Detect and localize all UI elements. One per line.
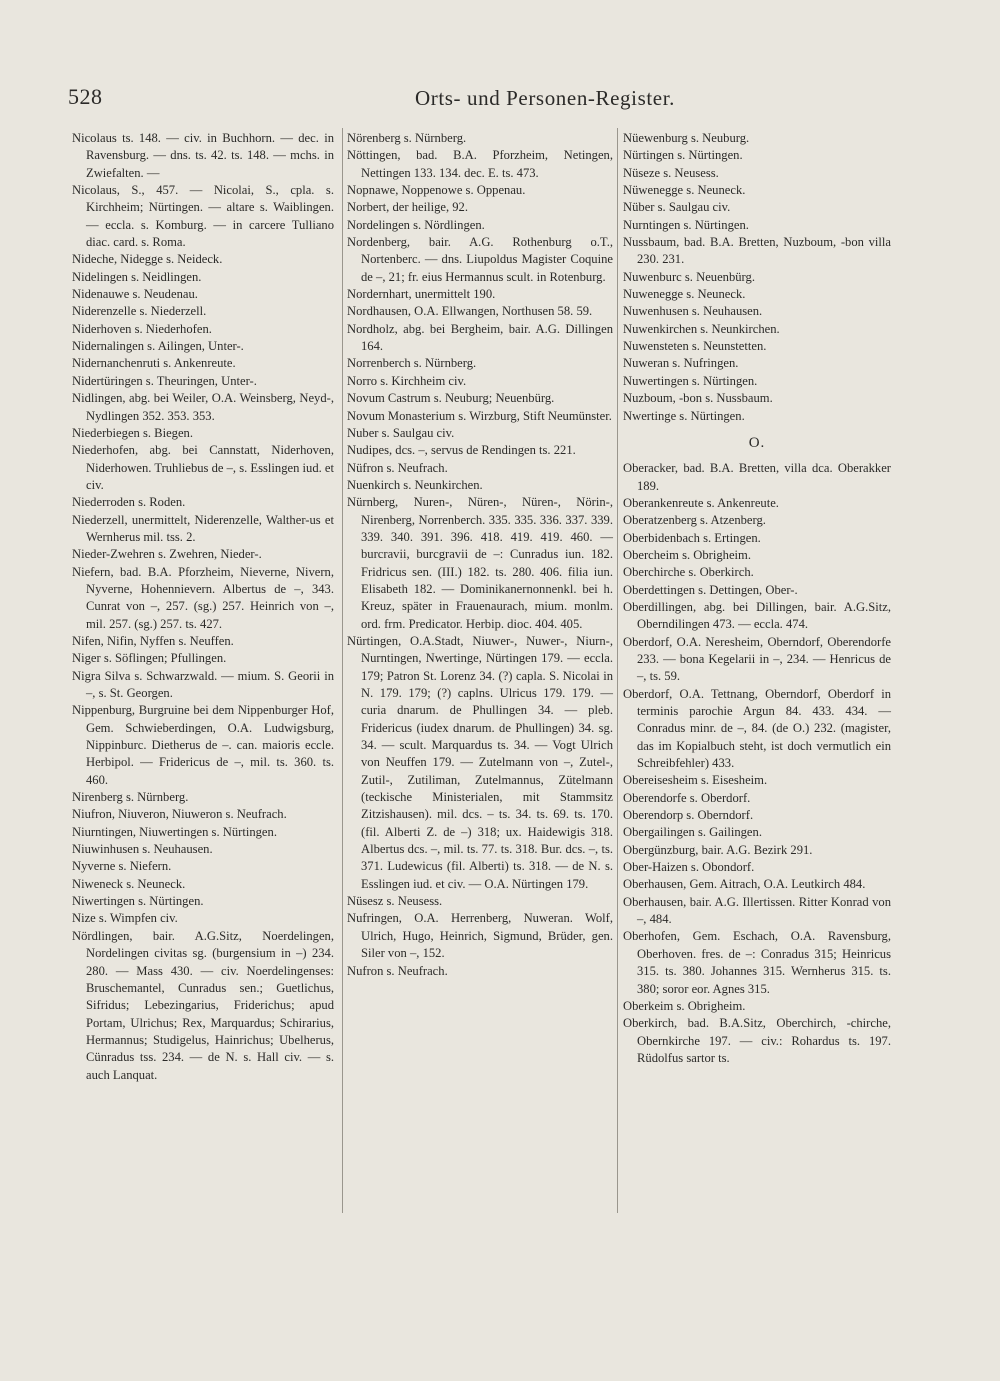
index-entry: Nuber s. Saulgau civ. xyxy=(347,425,455,440)
index-column-2 xyxy=(347,130,613,980)
page-title: Orts- und Personen-Register. xyxy=(414,86,675,110)
index-entry: Oberacker, bad. B.A. Bretten, villa dca. Oberakker 189. xyxy=(623,461,891,493)
index-entry: Oberhausen, bair. A.G. Illertissen. Ritter Konrad von –, 484. xyxy=(623,894,891,927)
column-divider xyxy=(617,128,618,1213)
index-entry: Obergünzburg, bair. A.G. Bezirk 291. xyxy=(623,842,813,857)
index-entry: Niuwinhusen s. Neuhausen. xyxy=(72,842,213,857)
index-entry: Nordelingen s. Nördlingen. xyxy=(347,217,485,232)
index-entry: Nürnberg, Nuren-, Nüren-, Nüren-, Nörin-, Nirenberg, Norrenberch. 335. 335. 336. 337. 339. 339. 340. 391. 396. 418. 419. 419. 460. — burcravii, burcgravii de –: Cunradus iun. 182. Fridricus sen. (III.) 182. ts. 280. 406. filia iun. Elisabeth 182. — Dominikanernonnenkl. bei h. Kreuz, später in Frauenaurach, mium. monlm. ord. frm. Predicator. Herbip. dioc. 404. 405. xyxy=(347,495,613,631)
index-entry: Nuenkirch s. Neunkirchen. xyxy=(347,477,483,492)
index-entry: Niderhoven s. Niederhofen. xyxy=(72,321,212,336)
index-entry: Nufringen, O.A. Herrenberg, Nuweran. Wolf, Ulrich, Hugo, Heinrich, Sigmund, Brüder, gen. Siler von –, 152. xyxy=(347,911,613,961)
index-entry: Nideche, Nidegge s. Neideck. xyxy=(72,252,223,267)
index-entry: Nüber s. Saulgau civ. xyxy=(623,200,731,215)
index-entry: Oberankenreute s. Ankenreute. xyxy=(623,495,779,510)
index-entry: Nicolaus, S., 457. — Nicolai, S., cpla. s. Kirchheim; Nürtingen. — altare s. Waiblingen. — eccla. s. Komburg. — in carcere Tulliano diac. card. s. Roma. xyxy=(72,183,334,250)
index-entry: Nippenburg, Burgruine bei dem Nippenburger Hof, Gem. Schwieberdingen, O.A. Ludwigsburg, Nippinburc. Dietherus de –. can. maioris eccle. Herbipol. — Fridericus de –, mil. ts. 360. ts. 460. xyxy=(72,703,334,787)
index-entry: Nürtingen, O.A.Stadt, Niuwer-, Nuwer-, Niurn-, Nurntingen, Nwertinge, Nürtingen 179. — eccla. 179; Patron St. Lorenz 34. (?) capla. S. Nicolai in N. 179. 179; (?) caplns. Ulricus 179. 179. — curia dnarum. de Phullingen 34. — pleb. Fridericus (iudex dnarum. de Phullingen) 34. sg. 34. — scult. Marquardus ts. 34. — Vogt Ulrich von Neuffen 179. — Zutelmann von –, Zutel-, Zutil-, Zutiliman, Zutelmannus, Zütelmann (teckische Ministerialen, mit Stammsitz Zitzishausen). mil. dcs. – ts. 34. ts. 69. ts. 170. (fil. Alberti Z. de –) 318; ux. Haidewigis 318. Albertus dcs. –, mil. ts. 77. ts. 318. Bur. dcs. –, ts. 371. Ludewicus (fil. Alberti) ts. 318. — de N. s. Esslingen iud. et civ. — O.A. Nürtingen 179. xyxy=(347,633,613,891)
index-entry: Nidlingen, abg. bei Weiler, O.A. Weinsberg, Neyd-, Nydlingen 352. 353. 353. xyxy=(72,391,334,423)
index-entry: Nicolaus ts. 148. — civ. in Buchhorn. — dec. in Ravensburg. — dns. ts. 42. ts. 148. — mchs. in Zwiefalten. — xyxy=(72,131,334,180)
index-entry: Oberkeim s. Obrigheim. xyxy=(623,998,746,1013)
index-entry: Nirenberg s. Nürnberg. xyxy=(72,790,189,805)
index-entry: Nordenberg, bair. A.G. Rothenburg o.T., Nortenberc. — dns. Liupoldus Magister Coquine de –, 21; fr. eius Hermannus scult. in Rotenburg. xyxy=(347,235,613,284)
index-entry: Nuwenkirchen s. Neunkirchen. xyxy=(623,321,780,336)
index-entry: Ober-Haizen s. Obondorf. xyxy=(623,860,755,875)
column-divider xyxy=(342,128,343,1213)
index-entry: Obercheim s. Obrigheim. xyxy=(623,547,752,562)
index-entry: Nidelingen s. Neidlingen. xyxy=(72,269,202,284)
index-column-3-bottom xyxy=(623,460,891,1067)
index-column-3-top xyxy=(623,130,891,425)
index-entry: Nidernalingen s. Ailingen, Unter-. xyxy=(72,339,244,354)
index-entry: Nigra Silva s. Schwarzwald. — mium. S. Georii in –, s. St. Georgen. xyxy=(72,668,334,700)
index-entry: Niufron, Niuveron, Niuweron s. Neufrach. xyxy=(72,807,287,822)
index-entry: Nürtingen s. Nürtingen. xyxy=(623,148,743,163)
index-entry: Nuwenegge s. Neuneck. xyxy=(623,287,746,302)
index-entry: Nordernhart, unermittelt 190. xyxy=(347,287,496,302)
index-entry: Nuwenhusen s. Neuhausen. xyxy=(623,304,763,319)
index-entry: Nudipes, dcs. –, servus de Rendingen ts. 221. xyxy=(347,443,576,458)
index-entry: Nuwenburc s. Neuenbürg. xyxy=(623,269,755,284)
index-entry: Niger s. Söflingen; Pfullingen. xyxy=(72,651,227,666)
index-entry: Novum Monasterium s. Wirzburg, Stift Neumünster. xyxy=(347,408,612,423)
index-entry: Norro s. Kirchheim civ. xyxy=(347,373,467,388)
index-entry: Nidernanchenruti s. Ankenreute. xyxy=(72,356,236,371)
index-entry: Niederroden s. Roden. xyxy=(72,495,186,510)
index-entry: Nordhausen, O.A. Ellwangen, Northusen 58. 59. xyxy=(347,304,593,319)
index-entry: Niwertingen s. Nürtingen. xyxy=(72,894,204,909)
index-entry: Nussbaum, bad. B.A. Bretten, Nuzboum, -bon villa 230. 231. xyxy=(623,235,891,267)
index-entry: Niefern, bad. B.A. Pforzheim, Nieverne, Nivern, Nyverne, Hohennievern. Albertus de –, 343. Cunrat von –, 257. (sg.) 257. Heinrich von –, mil. 257. (sg.) 257. ts. 427. xyxy=(72,564,334,631)
index-entry: Niederbiegen s. Biegen. xyxy=(72,425,193,440)
index-entry: Norrenberch s. Nürnberg. xyxy=(347,356,477,371)
index-entry: Obergailingen s. Gailingen. xyxy=(623,825,762,840)
index-entry: Oberbidenbach s. Ertingen. xyxy=(623,530,761,545)
index-entry: Nyverne s. Niefern. xyxy=(72,859,172,874)
index-entry: Nüsesz s. Neusess. xyxy=(347,894,443,909)
index-entry: Nwertinge s. Nürtingen. xyxy=(623,408,745,423)
index-entry: Nuzboum, -bon s. Nussbaum. xyxy=(623,391,773,406)
index-entry: Nieder-Zwehren s. Zwehren, Nieder-. xyxy=(72,547,262,562)
section-heading-o: O. xyxy=(748,434,766,451)
index-entry: Nöttingen, bad. B.A. Pforzheim, Netingen, Nettingen 133. 134. dec. E. ts. 473. xyxy=(347,148,613,180)
index-entry: Oberendorfe s. Oberdorf. xyxy=(623,790,751,805)
index-entry: Oberchirche s. Oberkirch. xyxy=(623,565,754,580)
index-entry: Nordholz, abg. bei Bergheim, bair. A.G. Dillingen 164. xyxy=(347,321,613,354)
index-entry: Nufron s. Neufrach. xyxy=(347,963,448,978)
index-entry: Nüfron s. Neufrach. xyxy=(347,460,448,475)
index-entry: Nuwertingen s. Nürtingen. xyxy=(623,373,758,388)
index-entry: Oberhausen, Gem. Aitrach, O.A. Leutkirch 484. xyxy=(623,877,866,892)
index-entry: Niurntingen, Niuwertingen s. Nürtingen. xyxy=(72,824,277,839)
index-entry: Niederzell, unermittelt, Niderenzelle, Walther-us et Wernherus mil. tss. 2. xyxy=(72,512,334,544)
index-entry: Oberdillingen, abg. bei Dillingen, bair. A.G.Sitz, Oberndilingen 473. — eccla. 474. xyxy=(623,599,891,632)
index-entry: Niweneck s. Neuneck. xyxy=(72,876,186,891)
index-entry: Nuweran s. Nufringen. xyxy=(623,356,739,371)
index-entry: Nidertüringen s. Theuringen, Unter-. xyxy=(72,373,257,388)
index-entry: Nize s. Wimpfen civ. xyxy=(72,911,178,926)
index-entry: Oberendorp s. Oberndorf. xyxy=(623,808,754,823)
index-entry: Nüewenburg s. Neuburg. xyxy=(623,131,750,145)
index-entry: Oberdettingen s. Dettingen, Ober-. xyxy=(623,582,798,597)
index-entry: Obereisesheim s. Eisesheim. xyxy=(623,773,768,788)
index-column-1 xyxy=(72,130,334,1084)
index-column-3 xyxy=(623,130,891,1067)
index-entry: Nörenberg s. Nürnberg. xyxy=(347,131,467,145)
index-entry: Nördlingen, bair. A.G.Sitz, Noerdelingen, Nordelingen civitas sg. (burgensium in –) 234. 280. — Mass 430. — civ. Noerdelingenses: Bruschemantel, Cunradus sen.; Guetlichus, Sifridus; Lebezingarius, Friderichus; apud Portam, Ulrichus; Rex, Marquardus; Schirarius, Hermannus; Studigelus, Hainrichus; Ubelherus, Cünradus tss. 234. — de N. s. Hall civ. — s. auch Lanquat. xyxy=(72,928,334,1082)
index-entry: Novum Castrum s. Neuburg; Neuenbürg. xyxy=(347,391,555,406)
index-entry: Nüwenegge s. Neuneck. xyxy=(623,183,746,198)
page-number: 528 xyxy=(68,84,103,109)
index-entry: Niederhofen, abg. bei Cannstatt, Niderhoven, Niderhowen. Truhliebus de –, s. Esslingen iud. et civ. xyxy=(72,443,335,492)
index-entry: Nopnawe, Noppenowe s. Oppenau. xyxy=(347,183,526,198)
index-entry: Oberkirch, bad. B.A.Sitz, Oberchirch, -chirche, Obernkirche 197. — civ.: Rohardus ts. 197. Rüdolfus sartor ts. xyxy=(623,1016,891,1065)
index-entry: Nurntingen s. Nürtingen. xyxy=(623,217,749,232)
index-entry: Oberatzenberg s. Atzenberg. xyxy=(623,513,766,528)
index-entry: Oberhofen, Gem. Eschach, O.A. Ravensburg, Oberhoven. fres. de –: Conradus 315; Heinricus 315. ts. 380. Johannes 315. Wernherus 315. ts. 380; soror eor. Agnes 315. xyxy=(623,929,891,996)
index-entry: Norbert, der heilige, 92. xyxy=(347,200,468,215)
index-entry: Nüseze s. Neusess. xyxy=(623,165,719,180)
index-entry: Nuwensteten s. Neunstetten. xyxy=(623,339,767,354)
index-entry: Niderenzelle s. Niederzell. xyxy=(72,304,207,319)
index-entry: Nidenauwe s. Neudenau. xyxy=(72,287,198,302)
index-entry: Oberdorf, O.A. Neresheim, Oberndorf, Oberendorfe 233. — bona Kegelarii in –, 234. — Henricus de –, ts. 59. xyxy=(623,634,891,684)
index-entry: Nifen, Nifin, Nyffen s. Neuffen. xyxy=(72,633,234,648)
index-entry: Oberdorf, O.A. Tettnang, Oberndorf, Oberdorf in terminis parochie Argun 84. 433. 434. — Conradus minr. de –, 84. (de O.) 232. (magister, das im Kopialbuch steht, ist doch vermutlich ein Schreibfehler) 433. xyxy=(623,686,891,771)
